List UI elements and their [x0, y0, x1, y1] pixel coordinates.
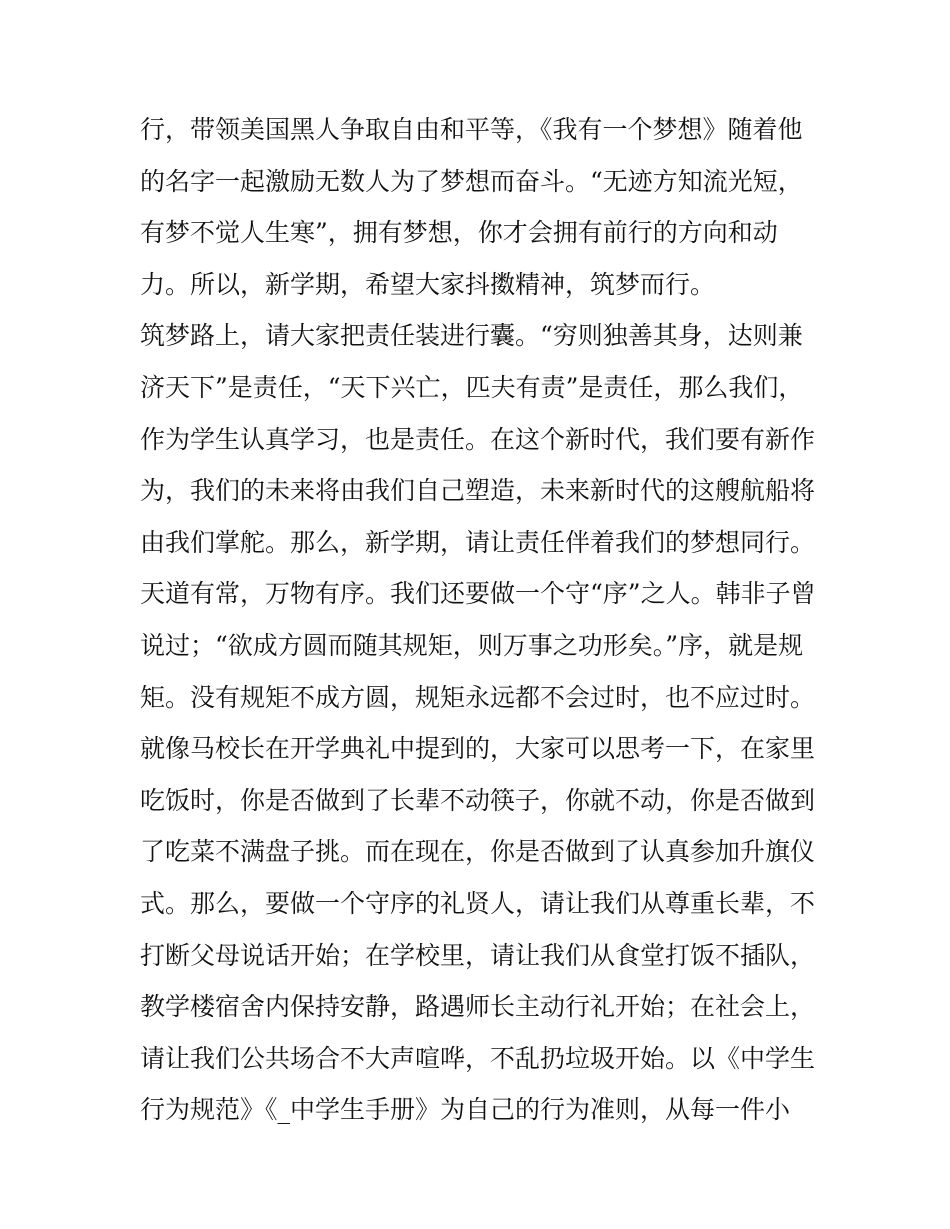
- text-line: 说过；“欲成方圆而随其规矩，则万事之功形矣。”序，就是规: [140, 630, 804, 660]
- text-line: 有梦不觉人生寒”，拥有梦想，你才会拥有前行的方向和动: [140, 218, 778, 248]
- text-line: 打断父母说话开始；在学校里，请让我们从食堂打饭不插队，: [140, 940, 816, 970]
- text-line: 了吃菜不满盘子挑。而在现在，你是否做到了认真参加升旗仪: [140, 837, 816, 867]
- text-line: 式。那么，要做一个守序的礼贤人，请让我们从尊重长辈，不: [140, 888, 816, 918]
- text-line: 的名字一起激励无数人为了梦想而奋斗。“无迹方知流光短，: [140, 166, 803, 196]
- text-line: 由我们掌舵。那么，新学期，请让责任伴着我们的梦想同行。: [140, 527, 816, 557]
- text-line: 行为规范》《_中学生手册》为自己的行为准则，从每一件小: [140, 1095, 791, 1125]
- text-line: 矩。没有规矩不成方圆，规矩永远都不会过时，也不应过时。: [140, 682, 816, 712]
- text-line: 筑梦路上，请大家把责任装进行囊。“穷则独善其身，达则兼: [140, 321, 803, 351]
- text-line: 教学楼宿舍内保持安静，路遇师长主动行礼开始；在社会上，: [140, 992, 816, 1022]
- text-line: 为，我们的未来将由我们自己塑造，未来新时代的这艘航船将: [140, 476, 816, 506]
- text-line: 吃饭时，你是否做到了长辈不动筷子，你就不动，你是否做到: [140, 785, 816, 815]
- text-line: 作为学生认真学习，也是责任。在这个新时代，我们要有新作: [140, 424, 816, 454]
- text-line: 济天下”是责任，“天下兴亡，匹夫有责”是责任，那么我们，: [140, 372, 804, 402]
- body-text: [140, 108, 840, 1140]
- text-line: 天道有常，万物有序。我们还要做一个守“序”之人。韩非子曾: [140, 579, 816, 609]
- text-line: 行，带领美国黑人争取自由和平等，《我有一个梦想》随着他: [140, 115, 803, 144]
- text-line: 请让我们公共场合不大声喧哗，不乱扔垃圾开始。以《中学生: [140, 1043, 816, 1073]
- text-line: 就像马校长在开学典礼中提到的，大家可以思考一下，在家里: [140, 734, 816, 764]
- text-line: 力。所以，新学期，希望大家抖擞精神，筑梦而行。: [140, 269, 716, 299]
